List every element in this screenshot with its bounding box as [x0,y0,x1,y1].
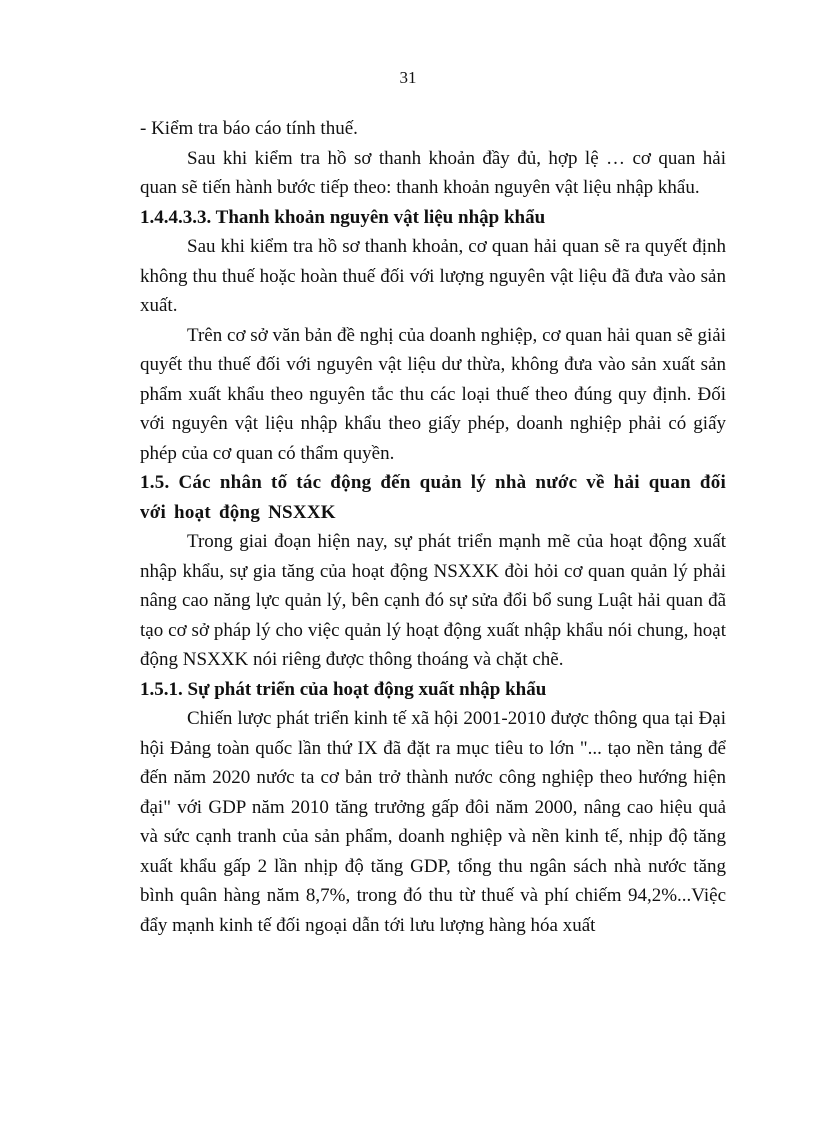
heading-1-4-4-3-3: 1.4.4.3.3. Thanh khoản nguyên vật liệu nhập khẩu [140,206,546,228]
paragraph-tax-decision: Sau khi kiểm tra hồ sơ thanh khoản, cơ quan hải quan sẽ ra quyết định không thu thuế hoặc hoàn thuế đối với lượng nguyên vật liệu đã đưa vào sản xuất. [140,236,726,316]
paragraph-development-strategy: Chiến lược phát triển kinh tế xã hội 2001-2010 được thông qua tại Đại hội Đảng toàn quốc lần thứ IX đã đặt ra mục tiêu to lớn "... tạo nền tảng để đến năm 2020 nước ta cơ bản trở thành nước công nghiệp theo hướng hiện đại" với GDP năm 2010 tăng trưởng gấp đôi năm 2000, nâng cao hiệu quả và sức cạnh tranh của sản phẩm, doanh nghiệp và nền kinh tế, nhịp độ tăng xuất khẩu gấp 2 lần nhịp độ tăng GDP, tổng thu ngân sách nhà nước tăng bình quân hàng năm 8,7%, trong đó thu từ thuế và phí chiếm 94,2%...Việc đẩy mạnh kinh tế đối ngoại dẫn tới lưu lượng hàng hóa xuất [140,708,726,936]
paragraph-current-period: Trong giai đoạn hiện nay, sự phát triển mạnh mẽ của hoạt động xuất nhập khẩu, sự gia tăng của hoạt động NSXXK đòi hỏi cơ quan quản lý phải nâng cao năng lực quản lý, bên cạnh đó sự sửa đổi bổ sung Luật hải quan đã tạo cơ sở pháp lý cho việc quản lý hoạt động xuất nhập khẩu nói chung, hoạt động NSXXK nói riêng được thông thoáng và chặt chẽ. [140,531,726,670]
paragraph-liquidation-dossier: Sau khi kiểm tra hồ sơ thanh khoản đầy đủ, hợp lệ … cơ quan hải quan sẽ tiến hành bước tiếp theo: thanh khoản nguyên vật liệu nhập khẩu. [140,147,726,198]
page-number: 31 [399,68,417,87]
paragraph-surplus-materials: Trên cơ sở văn bản đề nghị của doanh nghiệp, cơ quan hải quan sẽ giải quyết thu thuế đối với nguyên vật liệu dư thừa, không đưa vào sản xuất sản phẩm xuất khẩu theo nguyên tắc thu các loại thuế theo đúng quy định. Đối với nguyên vật liệu nhập khẩu theo giấy phép, doanh nghiệp phải có giấy phép của cơ quan có thẩm quyền. [140,324,726,464]
list-item-tax-report: - Kiểm tra báo cáo tính thuế. [140,118,358,139]
document-body [140,114,726,940]
heading-1-5-1: 1.5.1. Sự phát triển của hoạt động xuất nhập khẩu [140,678,547,700]
heading-1-5: 1.5. Các nhân tố tác động đến quản lý nhà nước về hải quan đối với hoạt động NSXXK [140,472,726,523]
